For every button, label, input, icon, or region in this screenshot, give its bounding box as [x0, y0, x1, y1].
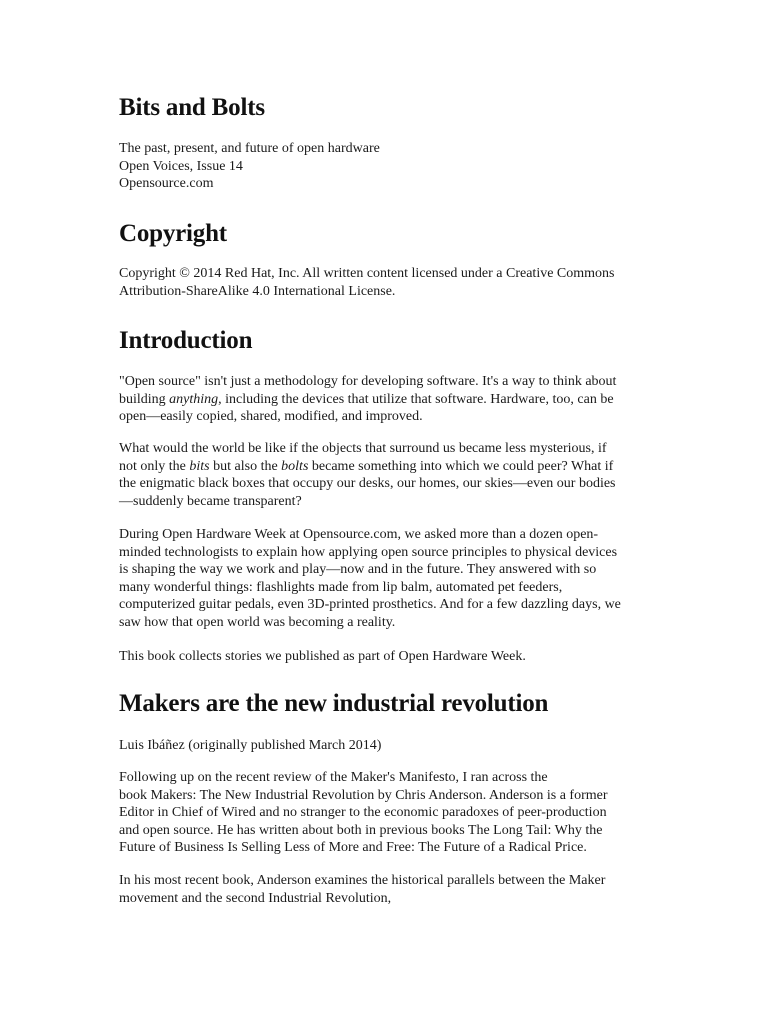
document-title: Bits and Bolts: [119, 94, 265, 121]
intro-paragraph-3: [119, 526, 659, 632]
copyright-line: Copyright © 2014 Red Hat, Inc. All written content licensed under a Creative Commons: [119, 266, 615, 281]
paragraph-line: Following up on the recent review of the Maker's Manifesto, I ran across the: [119, 770, 548, 785]
paragraph-line: [119, 391, 659, 409]
paragraph-line: What would the world be like if the objects that surround us became less mysterious, if: [119, 441, 607, 456]
paragraph-line: open—easily copied, shared, modified, and improved.: [119, 409, 423, 425]
paragraph-line: computerized guitar pedals, even 3D-printed prosthetics. And for a few dazzling days, we: [119, 597, 621, 613]
text-run: not only the: [119, 458, 190, 474]
paragraph-line: During Open Hardware Week at Opensource.com, we asked more than a dozen open-: [119, 527, 599, 542]
paragraph-line: This book collects stories we published as part of Open Hardware Week.: [119, 649, 526, 664]
makers-paragraph-1: [119, 769, 659, 857]
paragraph-line: "Open source" isn't just a methodology for developing software. It's a way to think about: [119, 374, 617, 389]
paragraph-line: —suddenly became transparent?: [119, 493, 302, 509]
emphasis-text: bits: [189, 458, 210, 474]
paragraph-line: and open source. He has written about both in previous books The Long Tail: Why the: [119, 822, 603, 838]
makers-paragraph-2: [119, 872, 659, 907]
paragraph-line: In his most recent book, Anderson examines the historical parallels between the Maker: [119, 873, 606, 888]
intro-paragraph-4: [119, 648, 659, 666]
paragraph-line: book Makers: The New Industrial Revolution by Chris Anderson. Anderson is a former: [119, 787, 608, 803]
publisher-line: Opensource.com: [119, 176, 214, 192]
copyright-line: Attribution-ShareAlike 4.0 International License.: [119, 283, 396, 299]
text-run: building: [119, 391, 170, 407]
subtitle-line: The past, present, and future of open hardware: [119, 141, 380, 156]
copyright-paragraph: [119, 265, 659, 300]
introduction-heading: Introduction: [119, 327, 253, 354]
emphasis-text: bolts: [281, 458, 309, 474]
text-run: became something into which we could peer? What if: [308, 458, 614, 474]
issue-line: Open Voices, Issue 14: [119, 158, 243, 174]
paragraph-line: Editor in Chief of Wired and no stranger to the economic paradoxes of peer-production: [119, 805, 607, 821]
paragraph-line: many wonderful things: flashlights made from lip balm, automated pet feeders,: [119, 579, 563, 595]
paragraph-line: the enigmatic black boxes that occupy our desks, our homes, our skies—even our bodies: [119, 476, 616, 492]
paragraph-line: is shaping the way we work and play—now and in the future. They answered with so: [119, 562, 597, 578]
paragraph-line: Future of Business Is Selling Less of More and Free: The Future of a Radical Price.: [119, 840, 587, 856]
author-byline: [119, 737, 659, 755]
intro-paragraph-1: [119, 373, 659, 426]
intro-paragraph-2: [119, 440, 659, 510]
emphasis-text: anything: [169, 391, 219, 407]
copyright-heading: Copyright: [119, 220, 227, 247]
byline-text: Luis Ibáñez (originally published March 2014): [119, 738, 382, 753]
paragraph-line: saw how that open world was becoming a reality.: [119, 614, 396, 630]
paragraph-line: [119, 458, 659, 476]
title-subtitle-block: [119, 140, 659, 193]
paragraph-line: minded technologists to explain how applying open source principles to physical devices: [119, 544, 618, 560]
makers-heading: Makers are the new industrial revolution: [119, 690, 549, 717]
text-run: but also the: [209, 458, 282, 474]
paragraph-line: movement and the second Industrial Revolution,: [119, 890, 392, 906]
text-run: , including the devices that utilize that software. Hardware, too, can be: [218, 391, 614, 407]
